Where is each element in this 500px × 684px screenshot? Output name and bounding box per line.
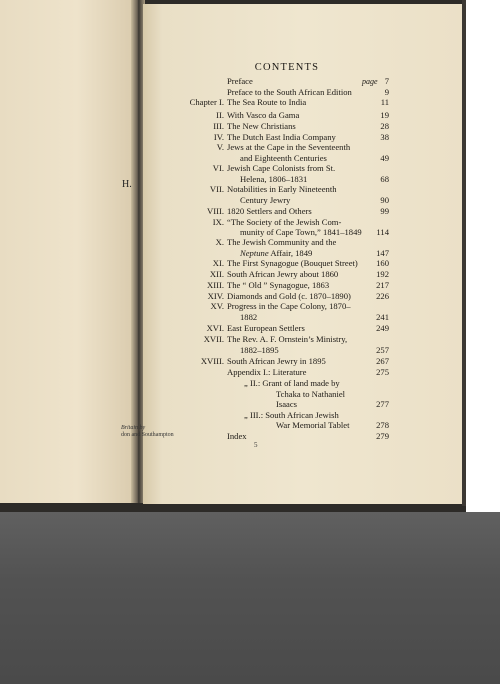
toc-entry-text bbox=[227, 324, 305, 333]
toc-entry-text bbox=[240, 228, 362, 237]
toc-entry-text bbox=[227, 270, 338, 279]
toc-entry-text bbox=[227, 259, 358, 268]
toc-entry-text bbox=[240, 196, 290, 205]
imprint-line-1: Britain by bbox=[121, 425, 146, 431]
toc-page-number: 241 bbox=[376, 312, 389, 322]
toc-entry-text bbox=[227, 122, 296, 131]
toc-entry-title: The Sea Route to India bbox=[227, 97, 307, 107]
toc-entry-title: Preface to the South African Edition bbox=[227, 87, 352, 97]
toc-entry-title: Diamonds and Gold (c. 1870–1890) bbox=[227, 291, 351, 301]
toc-entry-text bbox=[240, 154, 327, 163]
toc-chapter-number: VI. bbox=[212, 163, 224, 173]
toc-entry-title: The Rev. A. F. Ornstein’s Ministry, bbox=[227, 334, 348, 344]
scanner-background bbox=[0, 512, 500, 684]
toc-entry-title: Progress in the Cape Colony, 1870– bbox=[227, 301, 351, 311]
toc-entry-title: Index bbox=[227, 431, 247, 441]
toc-page-number: 99 bbox=[380, 206, 389, 216]
toc-entry-title: Jewish Cape Colonists from St. bbox=[227, 163, 336, 173]
contents-title: CONTENTS bbox=[254, 62, 320, 73]
toc-chapter-number: XII. bbox=[209, 269, 224, 279]
toc-chapter-number: IV. bbox=[213, 132, 224, 142]
toc-entry-title: Tchaka to Nathaniel bbox=[276, 389, 346, 399]
toc-chapter-number: VII. bbox=[209, 184, 224, 194]
left-page-fragment: H. bbox=[122, 179, 132, 190]
toc-entry-text bbox=[276, 400, 297, 409]
toc-entry-title: The Dutch East India Company bbox=[227, 132, 336, 142]
toc-entry-title: 1820 Settlers and Others bbox=[227, 206, 312, 216]
toc-page-number: 275 bbox=[376, 367, 389, 377]
toc-entry-title: Appendix I.: Literature bbox=[227, 367, 307, 377]
toc-entry-text bbox=[227, 185, 337, 194]
toc-page-number: 267 bbox=[376, 356, 389, 366]
toc-page-number: 28 bbox=[380, 121, 389, 131]
toc-entry-text bbox=[240, 249, 312, 258]
toc-entry-title: With Vasco da Gama bbox=[227, 110, 300, 120]
left-page bbox=[0, 0, 140, 503]
toc-entry-title: 1882–1895 bbox=[240, 345, 279, 355]
toc-chapter-number: XVII. bbox=[203, 334, 224, 344]
toc-entry-text bbox=[227, 368, 306, 377]
toc-entry-text bbox=[227, 143, 350, 152]
toc-chapter-number: X. bbox=[215, 237, 224, 247]
toc-page-number: 38 bbox=[380, 132, 389, 142]
toc-entry-text bbox=[227, 292, 351, 301]
toc-page-number: 257 bbox=[376, 345, 389, 355]
toc-chapter-number: XIII. bbox=[207, 280, 224, 290]
toc-page-number: 277 bbox=[376, 399, 389, 409]
toc-entry-text bbox=[244, 379, 340, 388]
toc-entry-text bbox=[227, 164, 335, 173]
toc-page-number: 278 bbox=[376, 420, 389, 430]
toc-entry-text bbox=[227, 238, 336, 247]
toc-entry-title: Century Jewry bbox=[240, 195, 291, 205]
toc-page-number: 160 bbox=[376, 258, 389, 268]
toc-page-number: 49 bbox=[380, 153, 389, 163]
toc-entry-title: Affair, 1849 bbox=[270, 248, 313, 258]
toc-chapter-number: XVI. bbox=[206, 323, 224, 333]
toc-page-number: 7 bbox=[384, 76, 389, 86]
toc-entry-text bbox=[227, 281, 329, 290]
toc-chapter-number: XI. bbox=[212, 258, 224, 268]
toc-italic-word: Neptune bbox=[240, 248, 269, 258]
toc-entry-title: The “ Old ” Synagogue, 1863 bbox=[227, 280, 330, 290]
toc-entry-title: munity of Cape Town,” 1841–1849 bbox=[240, 227, 362, 237]
toc-entry-text bbox=[240, 313, 257, 322]
toc-entry-title: The First Synagogue (Bouquet Street) bbox=[227, 258, 358, 268]
cover-edge bbox=[462, 0, 466, 506]
toc-entry-text bbox=[227, 218, 341, 227]
toc-page-number: 217 bbox=[376, 280, 389, 290]
toc-entry-text bbox=[227, 207, 312, 216]
imprint-line-2: don and Southampton bbox=[121, 432, 174, 438]
toc-entry-text bbox=[227, 88, 352, 97]
toc-entry-text bbox=[227, 133, 336, 142]
toc-entry-text bbox=[227, 302, 351, 311]
toc-entry-title: South African Jewry in 1895 bbox=[227, 356, 326, 366]
toc-page-number: 147 bbox=[376, 248, 389, 258]
toc-page-number: 279 bbox=[376, 431, 389, 441]
toc-chapter-number: III. bbox=[213, 121, 224, 131]
toc-entry-title: “The Society of the Jewish Com- bbox=[227, 217, 342, 227]
toc-entry-title: Notabilities in Early Nineteenth bbox=[227, 184, 337, 194]
toc-entry-text bbox=[276, 390, 345, 399]
toc-entry-text bbox=[244, 411, 339, 420]
toc-entry-title: War Memorial Tablet bbox=[276, 420, 350, 430]
toc-page-number: 90 bbox=[380, 195, 389, 205]
page-label: page bbox=[362, 77, 378, 86]
toc-entry-title: Helena, 1806–1831 bbox=[240, 174, 308, 184]
toc-page-number: 249 bbox=[376, 323, 389, 333]
imprint-fragment bbox=[121, 425, 174, 439]
toc-entry-title: and Eighteenth Centuries bbox=[240, 153, 327, 163]
toc-page-number: 9 bbox=[384, 87, 389, 97]
toc-chapter-number: Chapter I. bbox=[189, 97, 224, 107]
toc-entry-text bbox=[227, 432, 247, 441]
toc-chapter-number: II. bbox=[216, 110, 224, 120]
toc-chapter-number: IX. bbox=[212, 217, 224, 227]
toc-page-number: 114 bbox=[376, 227, 389, 237]
toc-entry-title: 1882 bbox=[240, 312, 258, 322]
toc-entry-text bbox=[240, 175, 307, 184]
toc-entry-title: „ III.: South African Jewish bbox=[244, 410, 339, 420]
toc-entry-title: The New Christians bbox=[227, 121, 296, 131]
toc-entry-text bbox=[227, 98, 306, 107]
toc-chapter-number: V. bbox=[216, 142, 224, 152]
toc-entry-title: East European Settlers bbox=[227, 323, 305, 333]
toc-chapter-number: XIV. bbox=[207, 291, 224, 301]
toc-entry-text bbox=[227, 111, 299, 120]
toc-entry-text bbox=[276, 421, 349, 430]
toc-entry-title: Preface bbox=[227, 76, 253, 86]
toc-page-number: 192 bbox=[376, 269, 389, 279]
toc-page-number: 226 bbox=[376, 291, 389, 301]
toc-entry-text bbox=[227, 335, 347, 344]
toc-chapter-number: XVIII. bbox=[200, 356, 224, 366]
toc-entry-text bbox=[227, 357, 326, 366]
toc-entry-title: „ II.: Grant of land made by bbox=[244, 378, 340, 388]
page-folio: 5 bbox=[254, 441, 258, 449]
toc-page-number: 19 bbox=[380, 110, 389, 120]
toc-page-number: 68 bbox=[380, 174, 389, 184]
toc-entry-title: Jews at the Cape in the Seventeenth bbox=[227, 142, 351, 152]
toc-page-number: 11 bbox=[380, 97, 389, 107]
toc-entry-title: Isaacs bbox=[276, 399, 297, 409]
toc-chapter-number: XV. bbox=[210, 301, 224, 311]
toc-entry-title: The Jewish Community and the bbox=[227, 237, 337, 247]
toc-entry-text bbox=[227, 77, 253, 86]
toc-chapter-number: VIII. bbox=[207, 206, 224, 216]
toc-entry-text bbox=[240, 346, 279, 355]
toc-entry-title: South African Jewry about 1860 bbox=[227, 269, 339, 279]
